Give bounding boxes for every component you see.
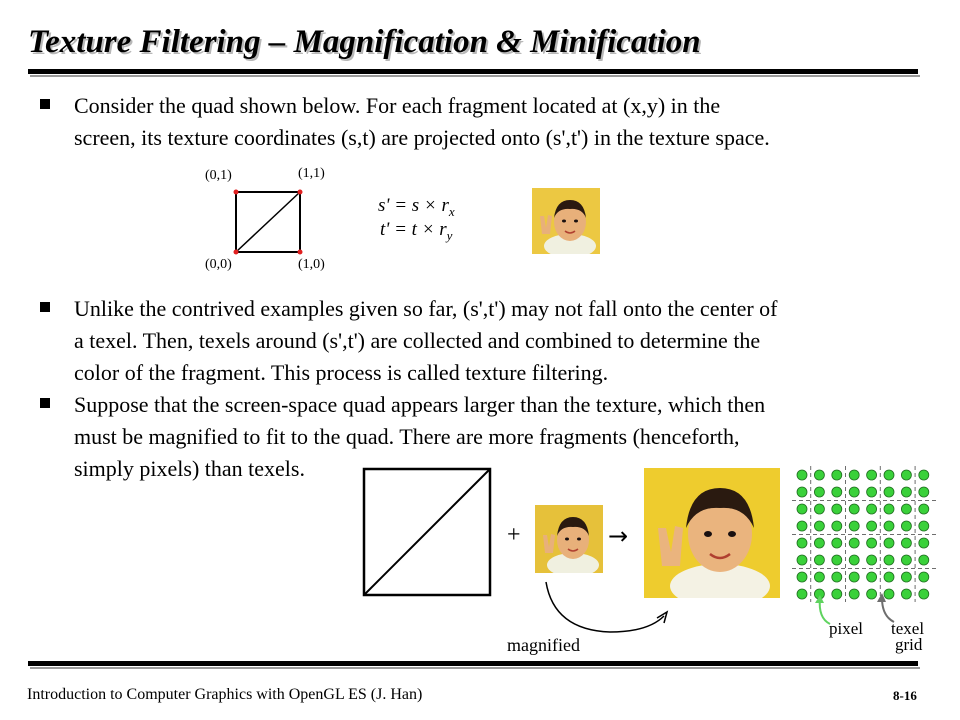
pixel-dot (832, 572, 842, 582)
quad-vertex-br (298, 250, 303, 255)
bullet-2-line-3: color of the fragment. This process is called texture filtering. (74, 360, 609, 385)
equation-s-subscript: x (448, 203, 455, 219)
pixel-dot (919, 504, 929, 514)
pixel-dot (901, 470, 911, 480)
pixel-dot (849, 589, 859, 599)
pixel-dot (867, 538, 877, 548)
pixel-dot (832, 504, 842, 514)
pixel-dot (867, 555, 877, 565)
pixel-dot (814, 504, 824, 514)
pixel-dot (797, 470, 807, 480)
texel-grid-label-1: texel (891, 619, 925, 638)
bullet-1-line-2: screen, its texture coordinates (s,t) are projected onto (s',t') in the texture space. (74, 125, 770, 150)
plus-sign: + (507, 522, 521, 548)
pixel-dot (901, 555, 911, 565)
bullet-text-2 (74, 293, 944, 389)
equation-s (378, 195, 455, 220)
quad-label-tr: (1,1) (298, 166, 325, 181)
quad-diagonal (236, 192, 300, 252)
texture-photo-small (532, 188, 600, 254)
pixel-dot (849, 555, 859, 565)
pixel-dot (884, 572, 894, 582)
pixel-dot (849, 538, 859, 548)
quad-label-tl: (0,1) (205, 168, 232, 183)
footer-rule-shadow (30, 667, 920, 669)
bullet-3-line-1: Suppose that the screen-space quad appears larger than the texture, which then (74, 392, 766, 417)
bullet-3-line-2: must be magnified to fit to the quad. There are more fragments (henceforth, (74, 424, 740, 449)
equation-t-text: t' = t × r (380, 219, 447, 240)
pixel-dot (797, 555, 807, 565)
pixel-dot (797, 487, 807, 497)
pixel-dot (867, 504, 877, 514)
pixel-dot (814, 572, 824, 582)
pixel-label: pixel (829, 619, 863, 638)
right-arrow-icon: → (608, 522, 629, 550)
pixel-dot (832, 555, 842, 565)
pixel-dot (832, 487, 842, 497)
pixel-dot (901, 572, 911, 582)
magnified-photo-large (644, 468, 780, 598)
quad-diagram (228, 186, 310, 258)
pixel-dot (797, 538, 807, 548)
pixel-dot (919, 538, 929, 548)
pixel-dot (797, 572, 807, 582)
slide-title: Texture Filtering – Magnification & Minification (28, 24, 701, 60)
pixel-dot (919, 487, 929, 497)
equation-t (380, 219, 452, 244)
pixel-dot (814, 555, 824, 565)
bullet-2-line-2: a texel. Then, texels around (s',t') are collected and combined to determine the (74, 328, 761, 353)
pixel-dot (884, 504, 894, 514)
pixel-dot (884, 487, 894, 497)
pixel-dot (814, 538, 824, 548)
pixel-dot (867, 487, 877, 497)
bullet-2-line-1: Unlike the contrived examples given so far, (s',t') may not fall onto the center of (74, 296, 778, 321)
pixel-dot (814, 487, 824, 497)
quad-vertex-tl (234, 190, 239, 195)
pixel-dot (832, 538, 842, 548)
bullet-marker-3 (40, 398, 50, 408)
footer-page-number: 8-16 (893, 688, 917, 703)
pixel-dot (901, 589, 911, 599)
pixel-dot (849, 572, 859, 582)
quad-vertex-tr (298, 190, 303, 195)
pixel-dot (867, 572, 877, 582)
pixel-texel-grid (792, 466, 936, 602)
screen-quad-large (362, 467, 492, 597)
pixel-dot (867, 521, 877, 531)
pixel-dot (814, 470, 824, 480)
pixel-dot (797, 521, 807, 531)
pixel-dot (849, 487, 859, 497)
pixel-dot (814, 521, 824, 531)
title-rule (28, 69, 918, 74)
pixel-dot (884, 538, 894, 548)
texture-photo-medium (535, 505, 603, 573)
pixel-dot (919, 572, 929, 582)
pixel-dot (884, 555, 894, 565)
quad-label-br: (1,0) (298, 257, 325, 272)
pixel-dot (849, 521, 859, 531)
pixel-dot (901, 504, 911, 514)
equation-s-text: s' = s × r (378, 195, 449, 216)
pixel-dot (919, 470, 929, 480)
pixel-dot (849, 470, 859, 480)
magnified-label: magnified (507, 635, 580, 655)
pixel-dot (901, 487, 911, 497)
bullet-1-line-1: Consider the quad shown below. For each fragment located at (x,y) in the (74, 93, 721, 118)
footer-rule (28, 661, 918, 666)
pixel-dot (797, 504, 807, 514)
title-rule-shadow (30, 75, 920, 77)
pixel-dot (797, 589, 807, 599)
pixel-dot (884, 521, 894, 531)
bullet-marker-1 (40, 99, 50, 109)
quad-vertex-bl (234, 250, 239, 255)
quad-label-bl: (0,0) (205, 257, 232, 272)
pixel-dot (884, 470, 894, 480)
pixel-dot (919, 555, 929, 565)
pixel-dot (901, 538, 911, 548)
pixel-dot (832, 521, 842, 531)
pixel-dot (919, 589, 929, 599)
footer-course-title: Introduction to Computer Graphics with OpenGL ES (J. Han) (27, 686, 423, 703)
pixel-dot (867, 470, 877, 480)
equation-t-subscript: y (446, 227, 453, 243)
pixel-dot (919, 521, 929, 531)
screen-quad-diagonal (364, 469, 490, 595)
bullet-text-1 (74, 90, 944, 154)
texel-grid-label-2: grid (895, 635, 923, 654)
pixel-dot (849, 504, 859, 514)
pixel-dot (832, 470, 842, 480)
bullet-marker-2 (40, 302, 50, 312)
pixel-dot (901, 521, 911, 531)
bullet-3-line-3: simply pixels) than texels. (74, 456, 305, 481)
